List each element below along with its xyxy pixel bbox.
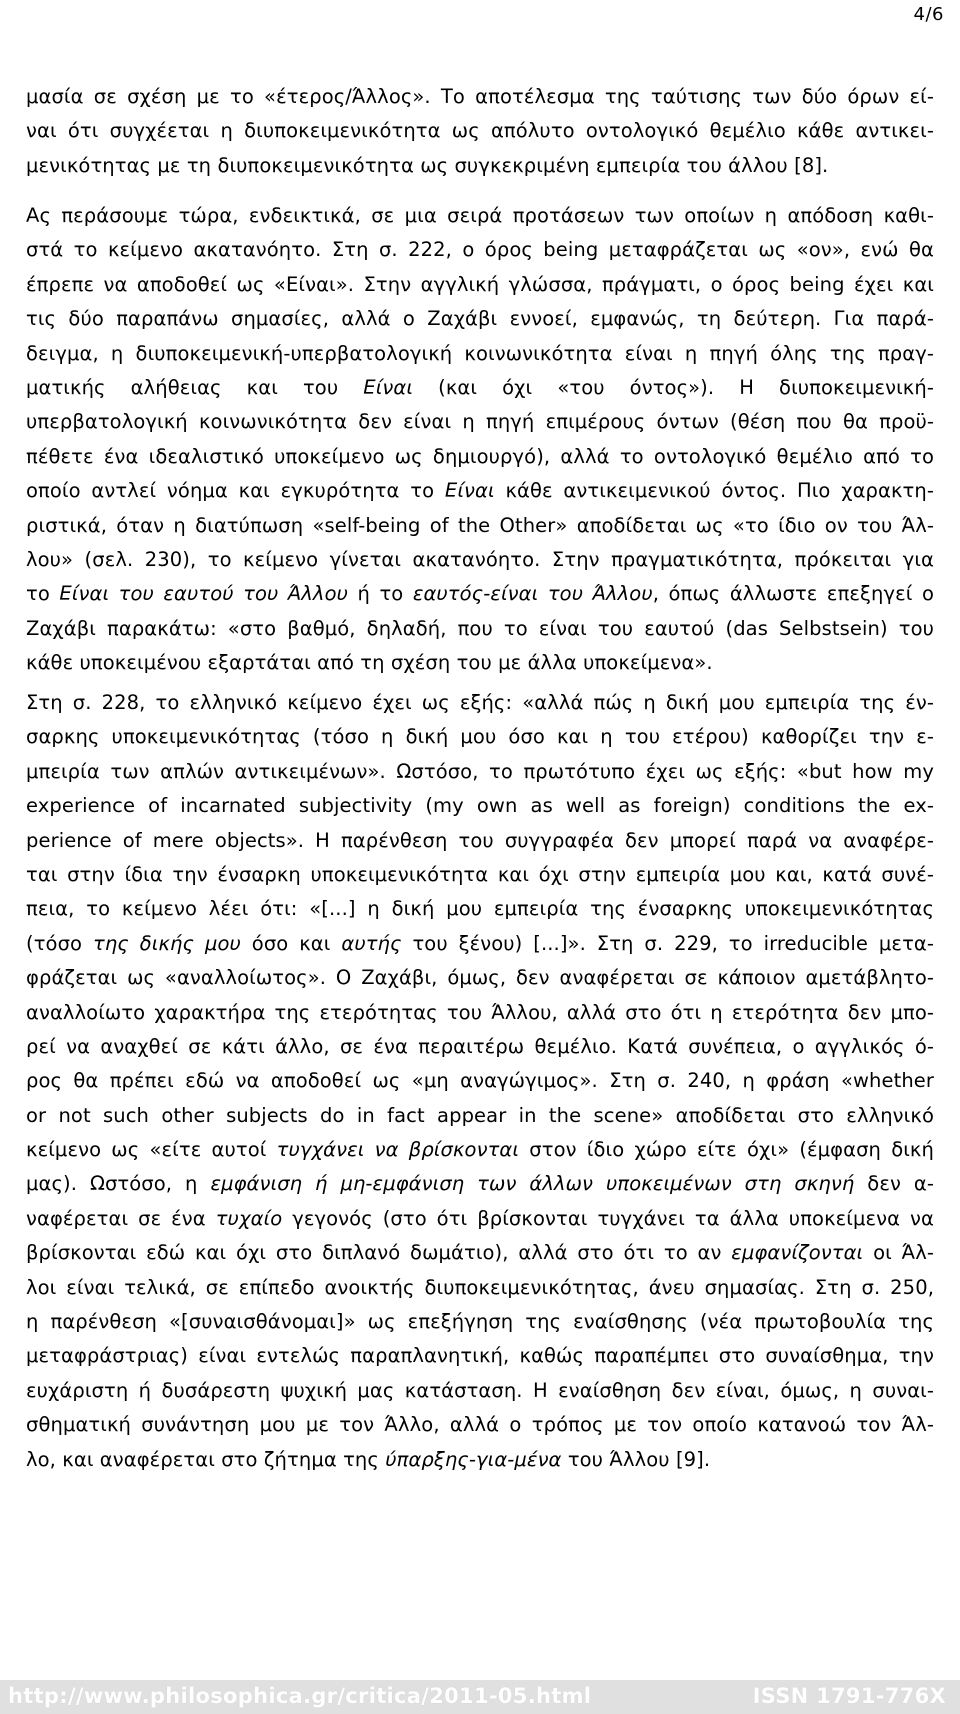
line-text: λο, και αναφέρεται στο ζήτημα της xyxy=(26,1447,386,1471)
text-line xyxy=(26,686,934,720)
text-line xyxy=(26,646,934,680)
text-line xyxy=(26,440,934,474)
line-text: οι Άλ- xyxy=(863,1241,934,1265)
line-text: υπερβατολογική κοινωνικότητα δεν είναι η πηγή επιμέρους όντων (θέση που θα προϋ- xyxy=(26,410,934,434)
line-text: ριστικά, όταν η διατύπωση «self-being of the Other» αποδίδεται ως «το ίδιο ον του Άλ- xyxy=(26,513,934,537)
text-line xyxy=(26,612,934,646)
line-text: αναλλοίωτο χαρακτήρα της ετερότητας του Άλλου, αλλά στο ότι η ετερότητα δεν μπο- xyxy=(26,1000,934,1024)
text-line xyxy=(26,509,934,543)
text-line xyxy=(26,755,934,789)
text-line xyxy=(26,1305,934,1339)
line-text: το xyxy=(26,582,60,606)
line-text: , όπως άλλωστε επεξηγεί ο xyxy=(652,582,934,606)
line-text: Ζαχάβι παρακάτω: «στο βαθμό, δηλαδή, που το είναι του εαυτού (das Selbstsein) του xyxy=(26,616,934,640)
line-text: ή το xyxy=(348,582,413,606)
line-text: ρεί να αναχθεί σε κάτι άλλο, σε ένα περαιτέρω θεμέλιο. Κατά συνέπεια, ο αγγλικός ό- xyxy=(26,1034,934,1058)
line-text: του Άλλου [9]. xyxy=(561,1447,711,1471)
line-text: μεταφράστριας) είναι εντελώς παραπλανητική, καθώς παραπέμπει στο συναίσθημα, την xyxy=(26,1344,934,1368)
text-line xyxy=(26,927,934,961)
line-text: πέθετε ένα ιδεαλιστικό υποκείμενο ως δημιουργό), αλλά το οντολογικό θεμέλιο από το xyxy=(26,444,934,468)
text-line xyxy=(26,371,934,405)
footer-issn: ISSN 1791-776X xyxy=(752,1684,946,1708)
emphasis-text: της δικής μου xyxy=(92,931,241,955)
text-line xyxy=(26,302,934,336)
text-line xyxy=(26,577,934,611)
text-line xyxy=(26,996,934,1030)
line-text: or not such other subjects do in fact appear in the scene» αποδίδεται στο ελληνικό xyxy=(26,1103,934,1127)
text-line xyxy=(26,1374,934,1408)
line-text: perience of mere objects». Η παρένθεση του συγγραφέα δεν μπορεί παρά να αναφέρε- xyxy=(26,828,934,852)
paragraph-1 xyxy=(26,80,934,183)
line-text: ναφέρεται σε ένα xyxy=(26,1206,216,1230)
line-text: (και όχι «του όντος»). Η διυποκειμενική- xyxy=(413,375,934,399)
line-text: ρος θα πρέπει εδώ να αποδοθεί ως «μη αναγώγιμος». Στη σ. 240, η φράση «whether xyxy=(26,1069,934,1093)
line-text: δειγμα, η διυποκειμενική-υπερβατολογική κοινωνικότητα είναι η πηγή όλης της πραγ- xyxy=(26,341,934,365)
text-line xyxy=(26,1133,934,1167)
text-line xyxy=(26,233,934,267)
text-line xyxy=(26,858,934,892)
emphasis-text: Είναι του εαυτού του Άλλου xyxy=(59,582,348,606)
line-text: Ας περάσουμε τώρα, ενδεικτικά, σε μια σειρά προτάσεων των οποίων η απόδοση καθι- xyxy=(26,204,934,227)
text-line xyxy=(26,337,934,371)
footer-url-link[interactable]: http://www.philosophica.gr/critica/2011-05.html xyxy=(8,1684,592,1708)
line-text: ναι ότι συγχέεται η διυποκειμενικότητα ως απόλυτο οντολογικό θεμέλιο κάθε αντικει- xyxy=(26,119,934,143)
line-text: σαρκης υποκειμενικότητας (τόσο η δική μου όσο και η του ετέρου) καθορίζει την ε- xyxy=(26,725,934,749)
line-text: ται στην ίδια την ένσαρκη υποκειμενικότητα και όχι στην εμπειρία μου και, κατά συνέ- xyxy=(26,862,934,886)
text-line xyxy=(26,1339,934,1373)
emphasis-text: εμφανίζονται xyxy=(731,1241,864,1265)
line-text: μας). Ωστόσο, η xyxy=(26,1172,211,1196)
line-text: γεγονός (στο ότι βρίσκονται τυγχάνει τα άλλα υποκείμενα να xyxy=(282,1206,934,1230)
line-text: τις δύο παραπάνω σημασίες, αλλά ο Ζαχάβι εννοεί, εμφανώς, τη δεύτερη. Για παρά- xyxy=(26,307,934,331)
text-line xyxy=(26,199,934,233)
line-text: ματικής αλήθειας και του xyxy=(26,375,364,399)
line-text: λου» (σελ. 230), το κείμενο γίνεται ακατανόητο. Στην πραγματικότητα, πρόκειται για xyxy=(26,547,934,571)
line-text: οποίο αντλεί νόημα και εγκυρότητα το xyxy=(26,479,445,503)
emphasis-text: τυχαίο xyxy=(215,1206,283,1230)
page-number: 4/6 xyxy=(913,4,944,25)
line-text: σθηματική συνάντηση μου με τον Άλλο, αλλά ο τρόπος με τον οποίο κατανοώ τον Άλ- xyxy=(26,1413,934,1437)
text-line xyxy=(26,1167,934,1201)
line-text: λοι είναι τελικά, σε επίπεδο ανοικτής διυποκειμενικότητας, άνευ σημασίας. Στη σ. 250, xyxy=(26,1275,934,1299)
text-line xyxy=(26,1030,934,1064)
text-line xyxy=(26,149,934,183)
footer-bar xyxy=(0,1680,960,1714)
line-text: ευχάριστη ή δυσάρεστη ψυχική μας κατάσταση. Η εναίσθηση δεν είναι, όμως, η συναι- xyxy=(26,1378,934,1402)
emphasis-text: τυγχάνει να βρίσκονται xyxy=(276,1138,520,1162)
text-line xyxy=(26,1064,934,1098)
text-line xyxy=(26,1236,934,1270)
line-text: μπειρία των απλών αντικειμένων». Ωστόσο, το πρωτότυπο έχει ως εξής: «but how my xyxy=(26,759,934,783)
line-text: φράζεται ως «αναλλοίωτος». Ο Ζαχάβι, όμως, δεν αναφέρεται σε κάποιον αμετάβλητο- xyxy=(26,966,934,990)
line-text: μενικότητας με τη διυποκειμενικότητα ως συγκεκριμένη εμπειρία του άλλου [8]. xyxy=(26,153,829,177)
emphasis-text: Είναι xyxy=(363,375,414,399)
paragraph-3 xyxy=(26,686,934,1477)
text-line xyxy=(26,824,934,858)
line-text: κάθε υποκειμένου εξαρτάται από τη σχέση του με άλλα υποκείμενα». xyxy=(26,651,713,675)
line-text: μασία σε σχέση με το «έτερος/Άλλος». Το αποτέλεσμα της ταύτισης των δύο όρων εί- xyxy=(26,85,934,108)
text-line xyxy=(26,1099,934,1133)
text-line xyxy=(26,1202,934,1236)
emphasis-text: ύπαρξης-για-μένα xyxy=(385,1447,562,1471)
line-text: κάθε αντικειμενικού όντος. Πιο χαρακτη- xyxy=(494,479,934,503)
line-text: (τόσο xyxy=(26,931,93,955)
line-text: στον ίδιο χώρο είτε όχι» (έμφαση δική xyxy=(519,1138,934,1162)
text-line xyxy=(26,268,934,302)
text-line xyxy=(26,543,934,577)
text-line xyxy=(26,474,934,508)
line-text: στά το κείμενο ακατανόητο. Στη σ. 222, ο όρος being μεταφράζεται ως «ον», ενώ θα xyxy=(26,238,934,262)
text-line xyxy=(26,789,934,823)
line-text: βρίσκονται εδώ και όχι στο διπλανό δωμάτιο), αλλά στο ότι το αν xyxy=(26,1241,732,1265)
emphasis-text: εμφάνιση ή μη-εμφάνιση των άλλων υποκειμένων στη σκηνή xyxy=(210,1172,855,1196)
text-line xyxy=(26,1408,934,1442)
paragraph-2 xyxy=(26,199,934,680)
emphasis-text: Είναι xyxy=(444,479,495,503)
line-text: experience of incarnated subjectivity (my own as well as foreign) conditions the ex- xyxy=(26,794,934,818)
line-text: κείμενο ως «είτε αυτοί xyxy=(26,1138,277,1162)
text-line xyxy=(26,80,934,114)
text-line xyxy=(26,892,934,926)
line-text: πεια, το κείμενο λέει ότι: «[...] η δική μου εμπειρία της ένσαρκης υποκειμενικότητας xyxy=(26,897,934,921)
line-text: του ξένου) [...]». Στη σ. 229, το irreducible μετα- xyxy=(401,931,935,955)
emphasis-text: αυτής xyxy=(341,931,402,955)
line-text: Στη σ. 228, το ελληνικό κείμενο έχει ως εξής: «αλλά πώς η δική μου εμπειρία της έν- xyxy=(26,691,934,714)
emphasis-text: εαυτός-είναι του Άλλου xyxy=(412,582,653,606)
text-line xyxy=(26,1271,934,1305)
line-text: όσο και xyxy=(240,931,342,955)
text-line xyxy=(26,1443,934,1477)
text-line xyxy=(26,405,934,439)
text-line xyxy=(26,114,934,148)
line-text: δεν α- xyxy=(854,1172,935,1196)
line-text: η παρένθεση «[συναισθάνομαι]» ως επεξήγηση της εναίσθησης (νέα πρωτοβουλία της xyxy=(26,1310,934,1334)
text-line xyxy=(26,961,934,995)
line-text: έπρεπε να αποδοθεί ως «Είναι». Στην αγγλική γλώσσα, πράγματι, ο όρος being έχει και xyxy=(26,272,934,296)
text-line xyxy=(26,720,934,754)
